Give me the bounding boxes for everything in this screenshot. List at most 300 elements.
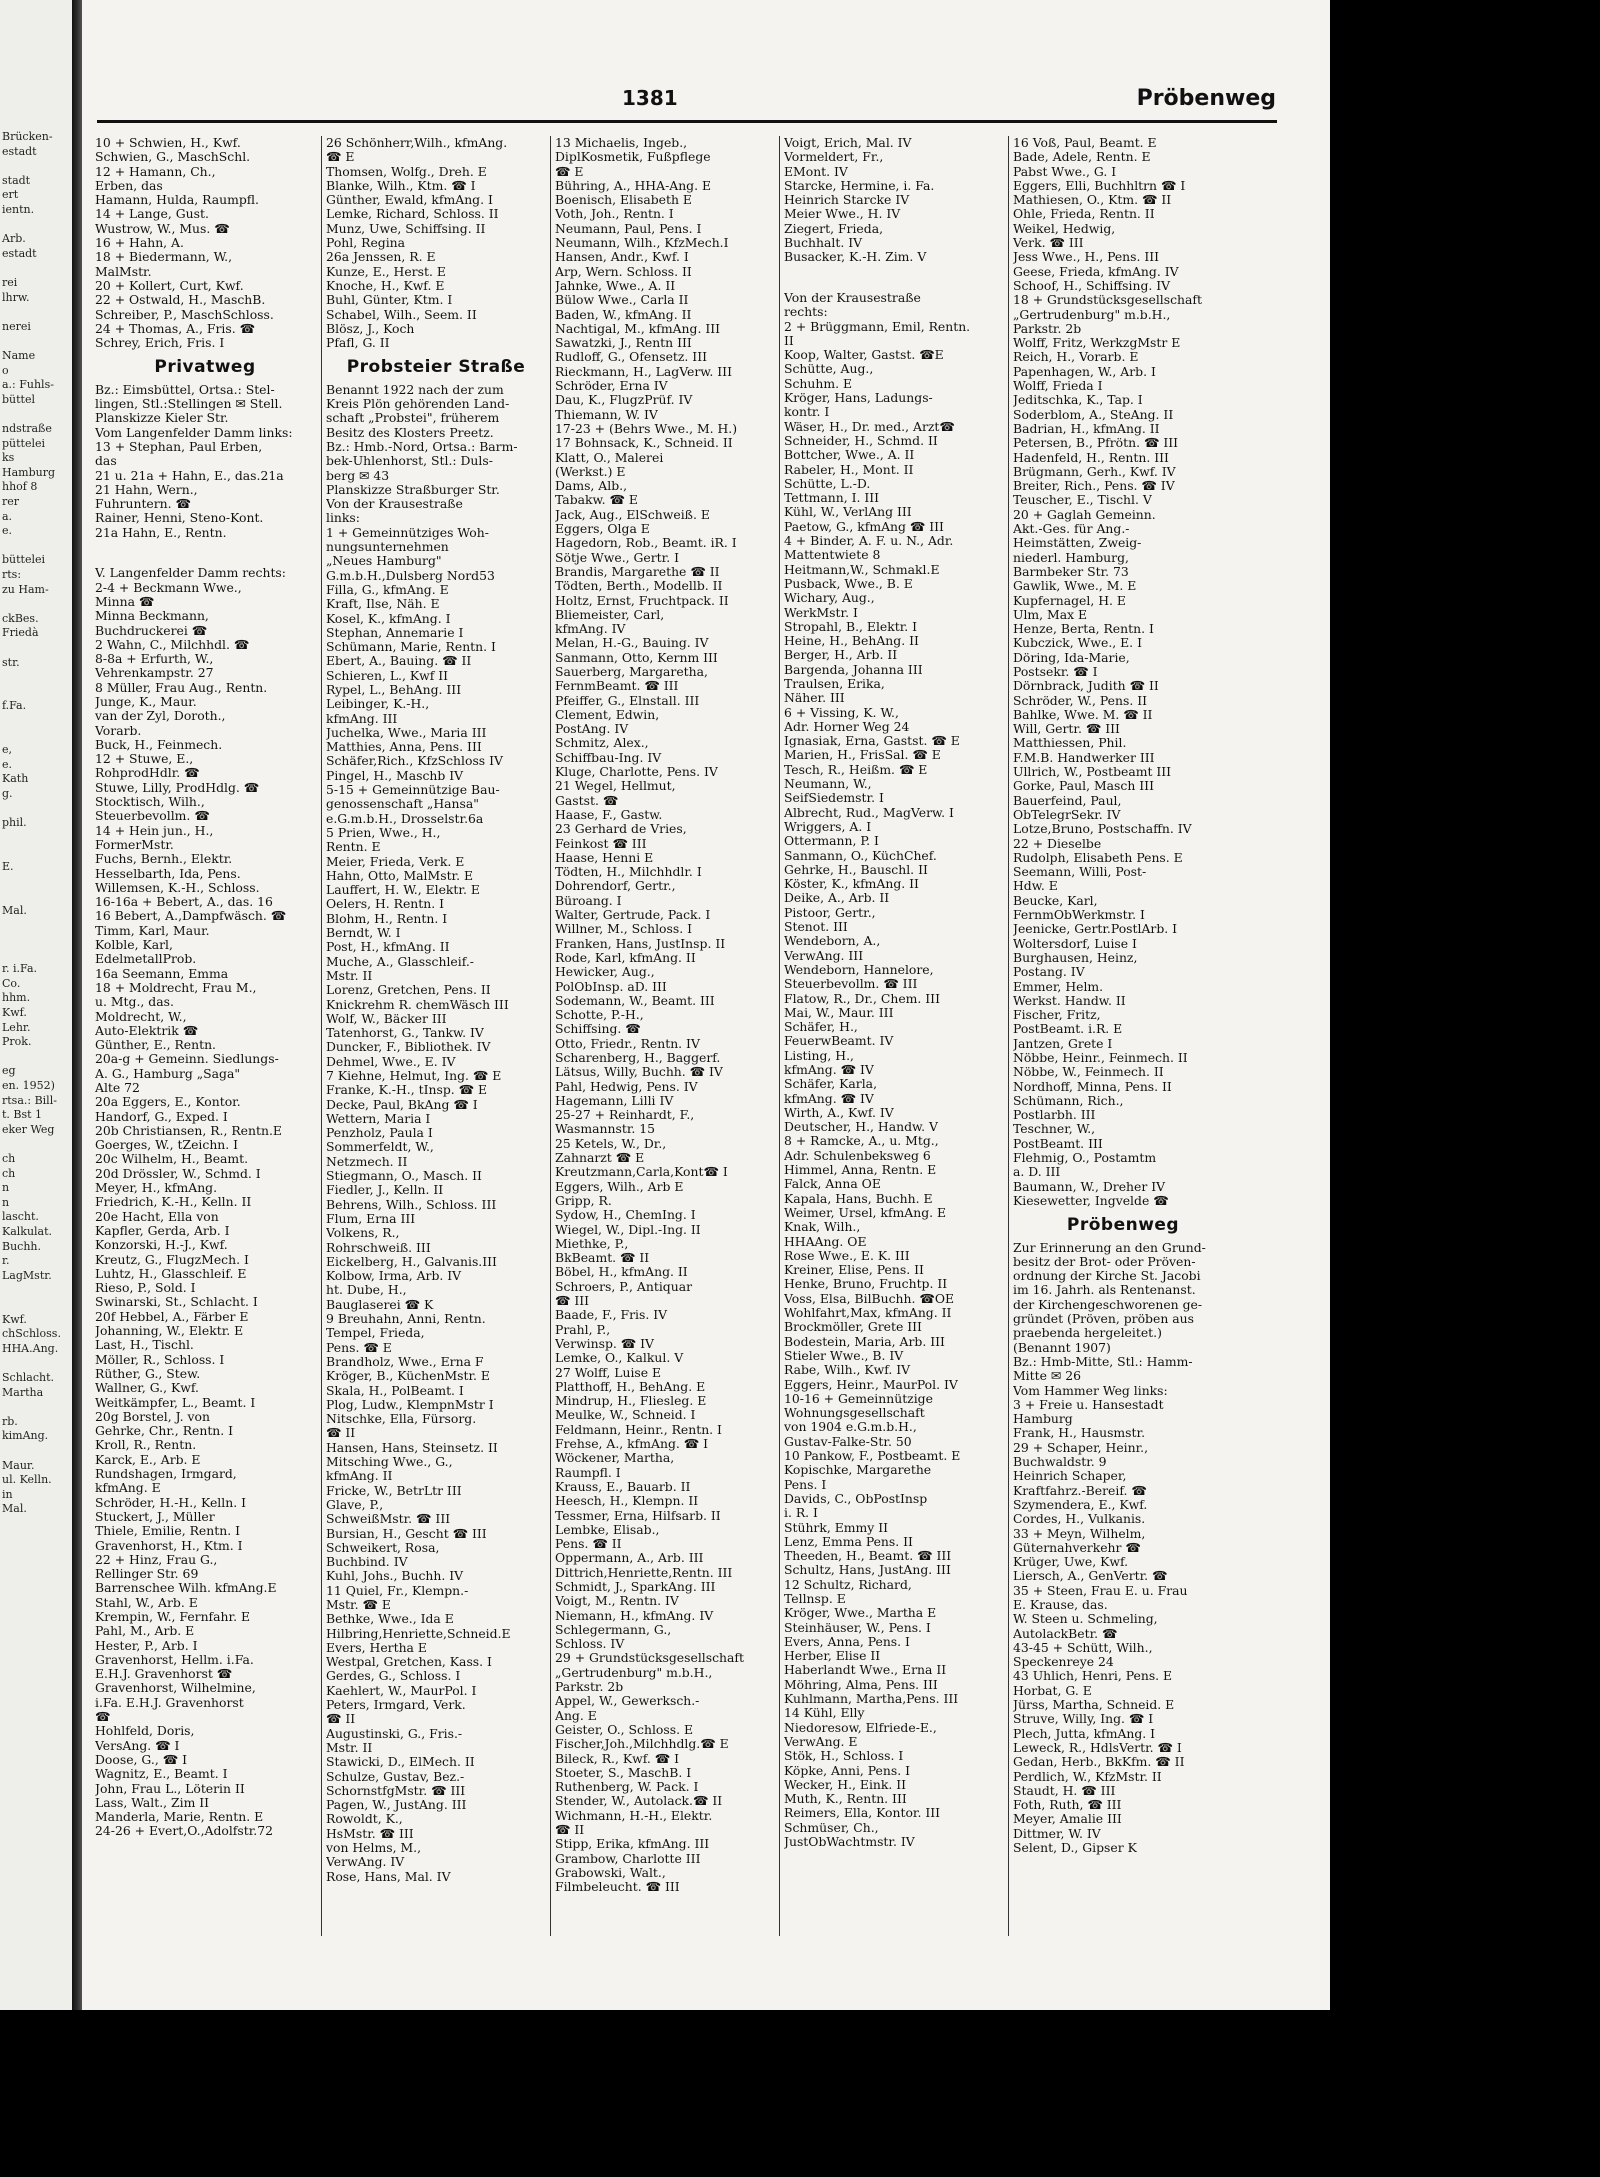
directory-entry: Wohnungsgesellschaft [784, 1406, 925, 1421]
left-page-text: Kath [2, 772, 29, 786]
left-page-text: ndstraße [2, 422, 52, 435]
directory-entry: Buhl, Günter, Ktm. I [326, 293, 453, 308]
directory-entry: Augustinski, G., Fris.- [326, 1726, 463, 1741]
directory-entry: Stender, W., Autolack.☎ II [555, 1794, 723, 1809]
directory-entry: i. R. I [784, 1506, 818, 1521]
directory-entry: DiplKosmetik, Fußpflege [555, 150, 711, 165]
directory-entry: Rowoldt, K., [326, 1812, 403, 1827]
directory-entry: Schultz, Hans, JustAng. III [784, 1563, 951, 1578]
column-divider [1008, 136, 1009, 1936]
directory-entry: Kluge, Charlotte, Pens. IV [555, 765, 718, 780]
directory-entry: Rüther, G., Stew. [95, 1366, 201, 1381]
directory-entry: Vom Hammer Weg links: [1013, 1383, 1168, 1398]
left-page-text: e, [2, 743, 13, 757]
directory-entry: 18 + Moldrecht, Frau M., [95, 980, 257, 995]
directory-entry: Hansen, Hans, Steinsetz. II [326, 1440, 498, 1455]
directory-entry: Fischer, Fritz, [1013, 1008, 1101, 1023]
directory-entry: der Kirchengeschworenen ge- [1013, 1297, 1203, 1312]
directory-entry: Falck, Anna OE [784, 1177, 881, 1192]
directory-entry: Barmbeker Str. 73 [1013, 564, 1129, 579]
directory-entry: Bethke, Wwe., Ida E [326, 1612, 454, 1627]
directory-entry: Stipp, Erika, kfmAng. III [555, 1837, 710, 1852]
directory-entry: Klatt, O., Malerei [555, 450, 664, 465]
left-page-text: r. i.Fa. [2, 962, 37, 976]
directory-entry: Meier Wwe., H. IV [784, 207, 901, 222]
directory-entry: Otto, Friedr., Rentn. IV [555, 1036, 700, 1051]
directory-entry: Rudloff, G., Ofensetz. III [555, 350, 707, 365]
directory-entry: Volkens, R., [326, 1226, 400, 1241]
directory-entry: Pahl, Hedwig, Pens. IV [555, 1079, 698, 1094]
directory-entry: Planskizze Kieler Str. [95, 411, 229, 426]
directory-entry: Auto-Elektrik ☎ [95, 1023, 199, 1038]
directory-entry: Walter, Gertrude, Pack. I [555, 908, 711, 923]
directory-entry: Minna Beckmann, [95, 609, 209, 624]
left-page-text: LagMstr. [2, 1268, 52, 1282]
column-5 [1013, 136, 1233, 1855]
directory-entry: Schloss. IV [555, 1637, 625, 1652]
directory-entry: Voigt, Erich, Mal. IV [784, 136, 912, 150]
directory-entry: Mitsching Wwe., G., [326, 1455, 453, 1470]
left-page-text: rer [2, 495, 20, 508]
directory-entry: Baumann, W., Dreher IV [1013, 1179, 1166, 1194]
running-head-street: Pröbenweg [1136, 86, 1276, 111]
directory-entry: Pfeiffer, G., Elnstall. III [555, 693, 700, 708]
directory-entry: Pens. ☎ II [555, 1537, 622, 1552]
directory-entry: Rieckmann, H., LagVerw. III [555, 364, 732, 379]
directory-entry: Wohlfahrt,Max, kfmAng. II [784, 1306, 952, 1321]
directory-entry: Prahl, P., [555, 1322, 611, 1337]
directory-entry: Brockmöller, Grete III [784, 1320, 922, 1335]
left-page-text: Prok. [2, 1035, 32, 1049]
directory-entry: 4 + Binder, A. F. u. N., Adr. [784, 534, 954, 549]
directory-entry: 26a Jenssen, R. E [326, 250, 436, 265]
page-number: 1381 [622, 86, 678, 110]
directory-entry: Perdlich, W., KfzMstr. II [1013, 1769, 1162, 1784]
directory-entry: Wolff, Fritz, WerkzgMstr E [1013, 336, 1181, 351]
directory-entry: Pabst Wwe., G. I [1013, 164, 1117, 179]
directory-entry: Rode, Karl, kfmAng. II [555, 950, 696, 965]
column-2 [326, 136, 546, 1884]
directory-entry: FeuerwBeamt. IV [784, 1034, 894, 1049]
directory-entry: 16a Seemann, Emma [95, 966, 229, 981]
directory-entry: 17-23 + (Behrs Wwe., M. H.) [555, 421, 738, 436]
directory-entry: Büroang. I [555, 893, 622, 908]
directory-entry: 6 + Vissing, K. W., [784, 705, 899, 720]
directory-entry: E. Krause, das. [1013, 1597, 1108, 1612]
directory-entry: van der Zyl, Doroth., [95, 709, 226, 724]
directory-entry: Fischer,Joh.,Milchhdlg.☎ E [555, 1737, 729, 1752]
directory-entry: Postsekr. ☎ I [1013, 664, 1098, 679]
directory-entry: Jahnke, Wwe., A. II [555, 278, 676, 293]
directory-entry: Sanmann, O., KüchChef. [784, 848, 937, 863]
directory-entry: 20f Hebbel, A., Färber E [95, 1309, 249, 1324]
directory-entry: Buck, H., Feinmech. [95, 737, 223, 752]
directory-entry: HHAAng. OE [784, 1234, 867, 1249]
directory-entry: Theeden, H., Beamt. ☎ III [784, 1549, 952, 1564]
directory-entry: Kröger, Wwe., Martha E [784, 1606, 937, 1621]
directory-entry: Döring, Ida-Marie, [1013, 650, 1130, 665]
directory-entry: Beucke, Karl, [1013, 893, 1098, 908]
directory-entry: Frehse, A., kfmAng. ☎ I [555, 1437, 709, 1452]
directory-entry: Stoeter, S., MaschB. I [555, 1765, 692, 1780]
directory-entry: Timm, Karl, Maur. [95, 923, 210, 938]
directory-entry: Lätsus, Willy, Buchh. ☎ IV [555, 1065, 723, 1080]
directory-entry: Gedan, Herb., BkKfm. ☎ II [1013, 1755, 1185, 1770]
directory-entry: Bauerfeind, Paul, [1013, 793, 1122, 808]
directory-entry: 10-16 + Gemeinnützige [784, 1391, 933, 1406]
directory-entry: VerwAng. IV [326, 1855, 405, 1870]
directory-entry: Marien, H., FrisSal. ☎ E [784, 748, 941, 763]
directory-entry: Hdw. E [1013, 879, 1058, 894]
directory-entry: kfmAng. E [95, 1481, 161, 1496]
directory-entry: ☎ II [326, 1712, 356, 1727]
directory-entry: Rudolph, Elisabeth Pens. E [1013, 850, 1183, 865]
left-page-text: e. [2, 757, 13, 771]
left-page-text: r. [2, 1254, 10, 1268]
directory-entry: Buchbind. IV [326, 1555, 408, 1570]
directory-entry: Schoof, H., Schiffsing. IV [1013, 278, 1171, 293]
directory-entry: Thiemann, W. IV [555, 407, 658, 422]
directory-entry: 26 Schönherr,Wilh., kfmAng. [326, 136, 508, 150]
directory-entry: Speckenreye 24 [1013, 1655, 1114, 1670]
left-page-text: büttelei [2, 553, 46, 567]
directory-entry: Heitmann,W., Schmakl.E [784, 562, 940, 577]
directory-entry: Sanmann, Otto, Kernm III [555, 650, 718, 665]
directory-entry: Oppermann, A., Arb. III [555, 1551, 704, 1566]
directory-entry: Blanke, Wilh., Ktm. ☎ I [326, 178, 476, 193]
directory-entry: Schweikert, Rosa, [326, 1540, 440, 1555]
directory-entry: Schneider, H., Schmd. II [784, 433, 938, 448]
directory-entry: Bursian, H., Gescht ☎ III [326, 1526, 487, 1541]
directory-entry: Günther, Ewald, kfmAng. I [326, 193, 493, 208]
directory-entry: Clement, Edwin, [555, 707, 660, 722]
directory-entry: Mstr. II [326, 968, 373, 983]
directory-entry: Jeenicke, Gertr.PostlArb. I [1013, 922, 1178, 937]
directory-entry: praebenda hergeleitet.) [1013, 1326, 1162, 1341]
directory-entry: Kaehlert, W., MaurPol. I [326, 1683, 477, 1698]
section-spacer [95, 546, 315, 560]
directory-entry: 22 + Dieselbe [1013, 836, 1102, 851]
directory-page [82, 0, 1330, 2010]
directory-entry: Glave, P., [326, 1497, 384, 1512]
directory-entry: e.G.m.b.H., Drosselstr.6a [326, 811, 484, 826]
directory-entry: Ebert, A., Bauing. ☎ II [326, 654, 472, 669]
directory-entry: i.Fa. E.H.J. Gravenhorst [95, 1695, 244, 1710]
directory-entry: Baden, W., kfmAng. II [555, 307, 692, 322]
left-page-text: Mal. [2, 903, 27, 917]
directory-entry: ☎ III [555, 1294, 590, 1309]
directory-entry: Erben, das [95, 178, 163, 193]
directory-entry: Möhring, Alma, Pens. III [784, 1677, 938, 1692]
directory-entry: Reimers, Ella, Kontor. III [784, 1806, 941, 1821]
directory-entry: im 16. Jahrh. als Rentenanst. [1013, 1283, 1196, 1298]
column-divider [321, 136, 322, 1936]
left-page-text: E. [2, 860, 14, 873]
directory-entry: Ang. E [555, 1708, 597, 1723]
directory-entry: Schrey, Erich, Fris. I [95, 336, 225, 351]
directory-entry: 2 + Brüggmann, Emil, Rentn. [784, 319, 971, 334]
directory-entry: 3 + Freie u. Hansestadt [1013, 1397, 1164, 1412]
column-4 [784, 136, 1004, 1849]
directory-entry: 8-8a + Erfurth, W., [95, 652, 214, 667]
directory-entry: Grambow, Charlotte III [555, 1851, 701, 1866]
directory-entry: Kreiner, Elise, Pens. II [784, 1263, 924, 1278]
directory-entry: 13 + Stephan, Paul Erben, [95, 439, 263, 454]
directory-entry: Swinarski, St., Schlacht. I [95, 1295, 258, 1310]
directory-entry: Hester, P., Arb. I [95, 1638, 198, 1653]
directory-entry: Rellinger Str. 69 [95, 1567, 199, 1582]
left-page-text: ks [2, 451, 15, 465]
directory-entry: Wagnitz, E., Beamt. I [95, 1767, 228, 1782]
directory-entry: Ullrich, W., Postbeamt III [1013, 765, 1172, 780]
directory-entry: 16 Voß, Paul, Beamt. E [1013, 136, 1157, 150]
directory-entry: Meulke, W., Schneid. I [555, 1408, 696, 1423]
directory-entry: 16-16a + Bebert, A., das. 16 [95, 895, 273, 910]
directory-entry: Kunze, E., Herst. E [326, 264, 446, 279]
directory-entry: Davids, C., ObPostInsp [784, 1491, 928, 1506]
directory-entry: Parkstr. 2b [1013, 321, 1082, 336]
directory-entry: Alte 72 [95, 1081, 140, 1095]
left-page-text: estadt [2, 246, 37, 260]
directory-entry: Teuscher, E., Tischl. V [1013, 493, 1152, 508]
directory-entry: Schümann, Rich., [1013, 1093, 1124, 1108]
directory-entry: Lotze,Bruno, Postschaffn. IV [1013, 822, 1192, 837]
directory-entry: von 1904 e.G.m.b.H., [784, 1420, 917, 1435]
left-page-text: Kalkulat. [2, 1225, 53, 1238]
directory-entry: Wustrow, W., Mus. ☎ [95, 221, 230, 236]
directory-entry: 20d Drössler, W., Schmd. I [95, 1166, 261, 1181]
directory-entry: RohprodHdlr. ☎ [95, 766, 200, 781]
directory-entry: Baade, F., Fris. IV [555, 1308, 668, 1323]
directory-entry: Willner, M., Schloss. I [555, 922, 692, 937]
directory-entry: Petersen, B., Pfrötn. ☎ III [1013, 436, 1179, 451]
directory-entry: Kroll, R., Rentn. [95, 1438, 197, 1453]
directory-entry: Foth, Ruth, ☎ III [1013, 1798, 1122, 1813]
directory-entry: Schwien, G., MaschSchl. [95, 150, 251, 165]
directory-entry: Pahl, M., Arb. E [95, 1624, 195, 1639]
directory-entry: „Neues Hamburg" [326, 554, 442, 569]
directory-entry: 29 + Grundstücksgesellschaft [555, 1651, 744, 1666]
directory-entry: Lemke, Richard, Schloss. II [326, 207, 499, 222]
directory-entry: Sommerfeldt, W., [326, 1140, 434, 1155]
left-page-text: hhof 8 [2, 480, 38, 494]
directory-entry: Wichary, Aug., [784, 591, 875, 606]
directory-entry: JustObWachtmstr. IV [784, 1835, 915, 1850]
directory-entry: Rabeler, H., Mont. II [784, 462, 914, 477]
header-rule [97, 120, 1277, 123]
directory-entry: Hamann, Hulda, Raumpfl. [95, 193, 259, 208]
directory-entry: Stuwe, Lilly, ProdHdlg. ☎ [95, 780, 260, 795]
directory-entry: Krauss, E., Bauarb. II [555, 1479, 691, 1494]
directory-entry: ☎ [95, 1710, 111, 1725]
directory-entry: Gravenhorst, Wilhelmine, [95, 1681, 256, 1696]
directory-entry: Thiele, Emilie, Rentn. I [95, 1524, 240, 1539]
directory-entry: Stök, H., Schloss. I [784, 1749, 904, 1764]
directory-entry: Leibinger, K.-H., [326, 697, 430, 712]
directory-entry: 1 + Gemeinnütziges Woh- [326, 525, 489, 540]
directory-entry: gründet (Pröven, pröben aus [1013, 1312, 1194, 1327]
directory-entry: Tabakw. ☎ E [555, 493, 638, 508]
left-page-text: ul. Kelln. [2, 1473, 52, 1487]
directory-entry: Schütte, L.-D. [784, 476, 871, 491]
directory-entry: Henke, Bruno, Fruchtp. II [784, 1277, 948, 1292]
directory-entry: 8 + Ramcke, A., u. Mtg., [784, 1134, 939, 1149]
directory-entry: Zur Erinnerung an den Grund- [1013, 1240, 1206, 1255]
directory-entry: Platthoff, H., BehAng. E [555, 1379, 706, 1394]
directory-entry: Bz.: Hmb-Mitte, Stl.: Hamm- [1013, 1354, 1193, 1369]
directory-entry: 17 Bohnsack, K., Schneid. II [555, 436, 733, 451]
directory-entry: Geister, O., Schloss. E [555, 1722, 694, 1737]
directory-entry: Brandholz, Wwe., Erna F [326, 1354, 484, 1369]
directory-entry: Näher. III [784, 691, 845, 706]
directory-entry: V. Langenfelder Damm rechts: [95, 566, 286, 581]
directory-entry: Wäser, H., Dr. med., Arzt☎ [784, 419, 955, 434]
directory-entry: Gravenhorst, Hellm. i.Fa. [95, 1652, 254, 1667]
directory-entry: Leweck, R., HdlsVertr. ☎ I [1013, 1740, 1182, 1755]
directory-entry: Johanning, W., Elektr. E [95, 1324, 244, 1339]
directory-entry: Albrecht, Rud., MagVerw. I [784, 805, 954, 820]
directory-entry: Flehmig, O., Postamtm [1013, 1151, 1157, 1166]
directory-entry: ☎ II [326, 1426, 356, 1441]
directory-entry: lingen, Stl.:Stellingen ✉ Stell. [95, 397, 283, 412]
directory-entry: Tettmann, I. III [784, 491, 880, 506]
directory-entry: Sydow, H., ChemIng. I [555, 1208, 696, 1223]
directory-entry: 13 Michaelis, Ingeb., [555, 136, 688, 150]
left-page-text: rei [2, 276, 18, 289]
directory-entry: Köpke, Anni, Pens. I [784, 1763, 911, 1778]
directory-entry: Minna ☎ [95, 594, 155, 609]
directory-entry: Hohlfeld, Doris, [95, 1724, 195, 1739]
directory-entry: Voss, Elsa, BilBuchh. ☎OE [784, 1291, 955, 1306]
directory-entry: Schmidt, J., SparkAng. III [555, 1579, 716, 1594]
directory-entry: Starcke, Hermine, i. Fa. [784, 178, 935, 193]
directory-entry: EMont. IV [784, 164, 848, 179]
directory-entry: Nachtigal, M., kfmAng. III [555, 321, 721, 336]
directory-entry: Voth, Joh., Rentn. I [555, 207, 674, 222]
directory-entry: 2-4 + Beckmann Wwe., [95, 580, 242, 595]
directory-entry: EdelmetallProb. [95, 952, 197, 967]
directory-entry: Schotte, P.-H., [555, 1008, 644, 1023]
directory-entry: Heine, H., BehAng. II [784, 634, 919, 649]
directory-entry: Hahn, Otto, MalMstr. E [326, 868, 474, 883]
directory-entry: Güternahverkehr ☎ [1013, 1540, 1141, 1555]
directory-entry: Kapala, Hans, Buchh. E [784, 1191, 933, 1206]
directory-entry: Konzorski, H.-J., Kwf. [95, 1238, 228, 1253]
directory-entry: Kolbow, Irma, Arb. IV [326, 1269, 462, 1284]
directory-entry: Selent, D., Gipser K [1013, 1841, 1137, 1856]
directory-entry: PolObInsp. aD. III [555, 979, 667, 994]
directory-entry: Stephan, Annemarie I [326, 625, 464, 640]
directory-entry: Kiesewetter, Ingvelde ☎ [1013, 1193, 1169, 1208]
directory-entry: Wiegel, W., Dipl.-Ing. II [555, 1222, 701, 1237]
directory-entry: 5 Prien, Wwe., H., [326, 825, 441, 840]
directory-entry: Neumann, Wilh., KfzMech.I [555, 236, 729, 251]
directory-entry: Post, H., kfmAng. II [326, 940, 450, 955]
directory-entry: Akt.-Ges. für Ang.- [1013, 522, 1130, 537]
left-page-text: eker Weg [2, 1122, 55, 1136]
directory-entry: Holtz, Ernst, Fruchtpack. II [555, 593, 729, 608]
directory-entry: Feldmann, Heinr., Rentn. I [555, 1422, 722, 1437]
left-page-text: Buchh. [2, 1239, 41, 1253]
directory-entry: rechts: [784, 305, 828, 320]
left-page-text: Schlacht. [2, 1371, 55, 1384]
directory-entry: Schmitz, Alex., [555, 736, 649, 751]
directory-entry: Netzmech. II [326, 1154, 408, 1169]
directory-entry: Knoche, H., Kwf. E [326, 278, 445, 293]
directory-entry: Nitschke, Ella, Fürsorg. [326, 1412, 477, 1427]
directory-entry: Rohrschweiß. III [326, 1240, 431, 1255]
directory-entry: Günther, E., Rentn. [95, 1038, 216, 1053]
directory-entry: Stahl, W., Arb. E [95, 1595, 198, 1610]
directory-entry: Deutscher, H., Handw. V [784, 1120, 938, 1135]
directory-entry: Kolble, Karl, [95, 938, 173, 953]
left-page-text: büttel [2, 392, 35, 406]
directory-entry: Mitte ✉ 26 [1013, 1369, 1081, 1384]
directory-entry: Schiffbau-Ing. IV [555, 750, 662, 765]
directory-entry: Schäfer, H., [784, 1020, 858, 1035]
directory-entry: 5-15 + Gemeinnützige Bau- [326, 783, 500, 798]
directory-entry: Dittmer, W. IV [1013, 1826, 1101, 1841]
directory-entry: Bülow Wwe., Carla II [555, 293, 689, 308]
directory-entry: VerwAng. E [784, 1734, 858, 1749]
directory-entry: Bliemeister, Carl, [555, 607, 665, 622]
directory-entry: Schröder, Erna IV [555, 379, 668, 394]
directory-entry: 18 + Biedermann, W., [95, 250, 233, 265]
directory-entry: Plog, Ludw., KlempnMstr I [326, 1397, 494, 1412]
directory-entry: John, Frau L., Löterin II [95, 1781, 245, 1796]
directory-entry: Köster, K., kfmAng. II [784, 877, 919, 892]
left-page-text: HHA.Ang. [2, 1341, 59, 1355]
directory-entry: Kröger, Hans, Ladungs- [784, 391, 933, 406]
left-page-text: estadt [2, 144, 37, 158]
left-page-text: hhm. [2, 991, 31, 1005]
directory-entry: SchornstfgMstr. ☎ III [326, 1783, 466, 1798]
directory-entry: Henze, Berta, Rentn. I [1013, 622, 1154, 637]
directory-entry: Jantzen, Grete I [1013, 1036, 1113, 1051]
directory-entry: Benannt 1922 nach der zum [326, 382, 504, 397]
directory-entry: Kosel, K., kfmAng. I [326, 611, 451, 626]
directory-entry: Schreiber, P., MaschSchloss. [95, 307, 274, 322]
directory-entry: Pohl, Regina [326, 236, 406, 251]
directory-entry: 20c Wilhelm, H., Beamt. [95, 1152, 249, 1167]
directory-entry: Kubczick, Wwe., E. I [1013, 636, 1142, 651]
column-divider [779, 136, 780, 1936]
left-page-text: a. [2, 509, 13, 523]
directory-entry: links: [326, 511, 360, 526]
left-page-text: zu Ham- [2, 582, 49, 596]
directory-entry: 25 Ketels, W., Dr., [555, 1136, 667, 1151]
directory-entry: Willemsen, K.-H., Schloss. [95, 880, 260, 895]
directory-entry: Blohm, H., Rentn. I [326, 911, 448, 926]
directory-entry: Jeditschka, K., Tap. I [1013, 393, 1143, 408]
directory-entry: berg ✉ 43 [326, 468, 390, 483]
directory-entry: 23 Gerhard de Vries, [555, 822, 687, 837]
directory-entry: Lass, Walt., Zim II [95, 1795, 210, 1810]
directory-entry: Brügmann, Gerh., Kwf. IV [1013, 464, 1176, 479]
directory-entry: Eggers, Wilh., Arb E [555, 1179, 684, 1194]
directory-entry: von Helms, M., [326, 1841, 422, 1856]
directory-entry: Von der Krausestraße [326, 497, 463, 512]
directory-entry: Dams, Alb., [555, 479, 628, 494]
directory-entry: Niemann, H., kfmAng. IV [555, 1608, 714, 1623]
directory-entry: Berger, H., Arb. II [784, 648, 898, 663]
directory-entry: 7 Kiehne, Helmut, Ing. ☎ E [326, 1069, 502, 1083]
directory-entry: Stieler Wwe., B. IV [784, 1348, 904, 1363]
directory-entry: kfmAng. III [326, 711, 398, 726]
directory-entry: 21 Hahn, Wern., [95, 482, 198, 497]
directory-entry: nungsunternehmen [326, 540, 449, 555]
directory-entry: Blösz, J., Koch [326, 321, 415, 336]
